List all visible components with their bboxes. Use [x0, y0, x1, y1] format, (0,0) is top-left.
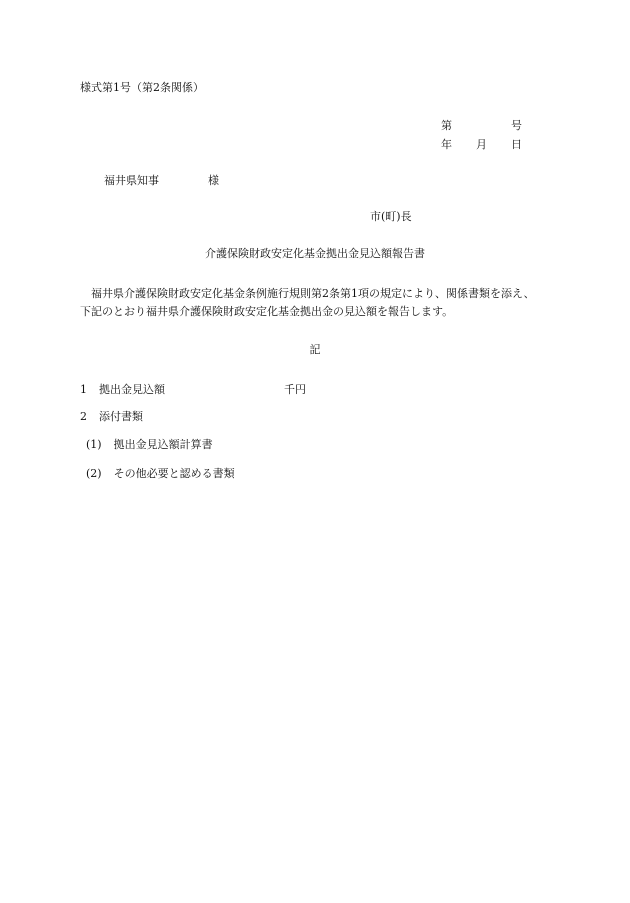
date-month: 月 [476, 138, 487, 151]
sender: 市(町)長 [370, 210, 412, 223]
sub-item-2-number: (2) [86, 467, 102, 480]
addressee-name: 福井県知事 [104, 174, 159, 187]
sub-item-1 [86, 439, 213, 450]
date-year: 年 [441, 138, 452, 151]
date-day: 日 [511, 138, 522, 151]
sub-item-2 [86, 468, 235, 479]
item-1-number: 1 [80, 383, 87, 396]
addressee-honorific: 様 [208, 174, 219, 187]
sub-item-1-label: 拠出金見込額計算書 [113, 438, 213, 451]
doc-number-go: 号 [511, 119, 522, 132]
body-line-2: 下記のとおり福井県介護保険財政安定化基金拠出金の見込額を報告します。 [80, 305, 454, 318]
ki-heading: 記 [309, 343, 321, 356]
sub-item-2-label: その他必要と認める書類 [113, 467, 235, 480]
body-line-1: 福井県介護保険財政安定化基金条例施行規則第2条第1項の規定により、関係書類を添え、 [91, 287, 535, 300]
item-2-number: 2 [80, 410, 87, 423]
item-2-label: 添付書類 [99, 410, 143, 423]
item-2 [80, 411, 143, 422]
item-1-unit: 千円 [284, 383, 306, 396]
item-1 [80, 384, 165, 395]
form-label: 様式第1号（第2条関係） [80, 81, 204, 94]
doc-number-dai: 第 [441, 119, 452, 132]
item-1-label: 拠出金見込額 [99, 383, 165, 396]
document-title: 介護保険財政安定化基金拠出金見込額報告書 [205, 247, 425, 260]
sub-item-1-number: (1) [86, 438, 102, 451]
